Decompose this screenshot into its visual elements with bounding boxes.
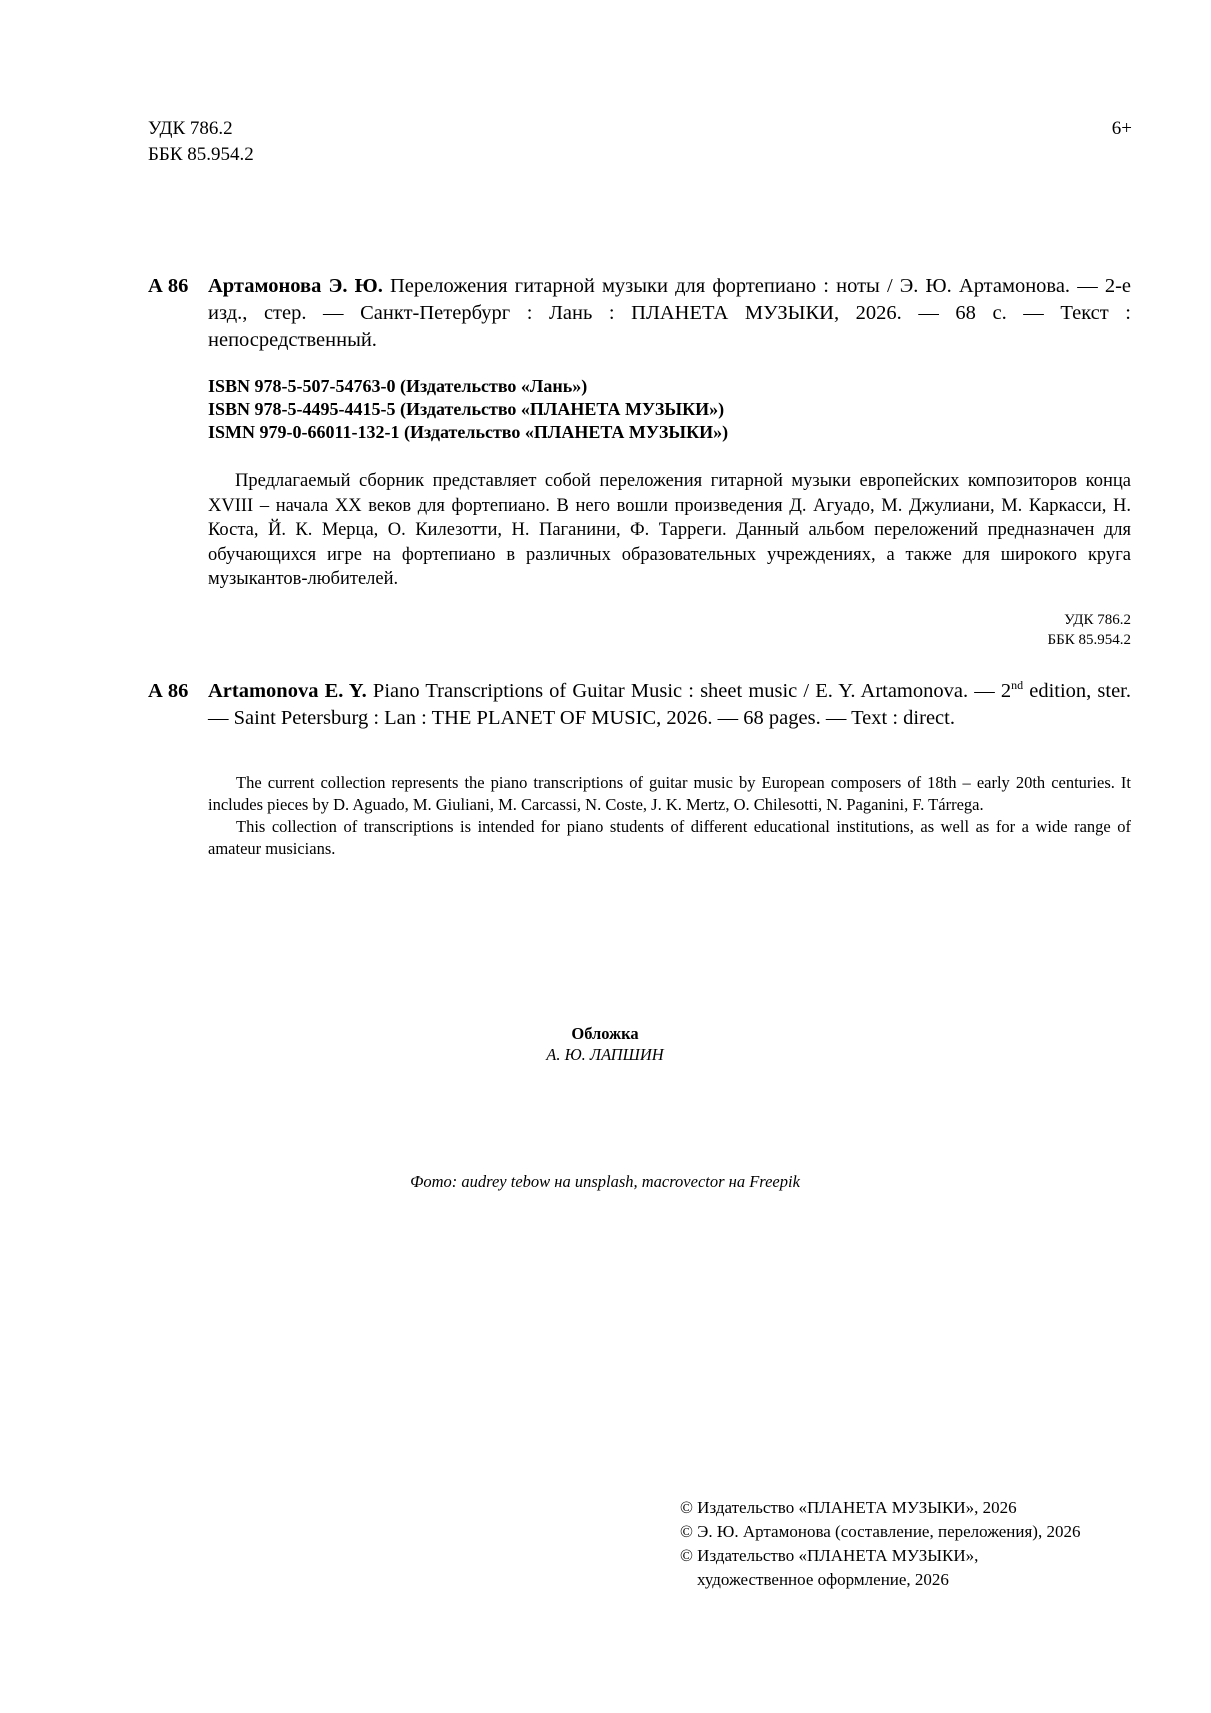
entry-code: А 86 [148, 275, 189, 297]
ismn-line: ISMN 979-0-66011-132-1 (Издательство «ПЛАНЕТА МУЗЫКИ») [208, 422, 729, 442]
cover-credit [405, 1023, 805, 1065]
isbn-block [208, 375, 728, 444]
photo-credit: Фото: audrey tebow на unsplash, macrovector на Freepik [410, 1172, 800, 1191]
cover-label: Обложка [571, 1024, 639, 1043]
copyright-line: © Э. Ю. Артамонова (составление, переложения), 2026 [680, 1522, 1081, 1541]
copyright-line: © Издательство «ПЛАНЕТА МУЗЫКИ», 2026 [680, 1498, 1017, 1517]
bibliographic-entry-ru [148, 273, 1131, 354]
entry-author: Артамонова Э. Ю. [208, 275, 383, 297]
bbk-code: ББК 85.954.2 [1047, 632, 1131, 648]
age-rating: 6+ [1111, 118, 1132, 139]
classification-right [980, 610, 1131, 650]
udk-code: УДК 786.2 [148, 118, 233, 139]
annotation-paragraph: The current collection represents the piano transcriptions of guitar music by European composers of 18th – early 20th centuries. It includes pieces by D. Aguado, M. Giuliani, M. Carcassi, N. Coste, J. K. Mertz, O. Chilesotti, N. Paganini, F. Tárrega. [208, 773, 1131, 814]
isbn-line: ISBN 978-5-507-54763-0 (Издательство «Лань») [208, 376, 588, 396]
entry-text-continued: edition, ster. — Saint Petersburg : Lan : THE PLANET OF MUSIC, 2026. — 68 pages. — Text : direct. [208, 680, 1132, 729]
udk-code: УДК 786.2 [1064, 612, 1131, 628]
isbn-line: ISBN 978-5-4495-4415-5 (Издательство «ПЛАНЕТА МУЗЫКИ») [208, 399, 725, 419]
entry-text: Переложения гитарной музыки для фортепиано : ноты / Э. Ю. Артамонова. — 2-е изд., стер. — Санкт-Петербург : Лань : ПЛАНЕТА МУЗЫКИ, 2026. — 68 с. — Текст : непосредственный. [208, 275, 1131, 351]
annotation-ru: Предлагаемый сборник представляет собой переложения гитарной музыки европейских композиторов конца XVIII – начала XX веков для фортепиано. В него вошли произведения Д. Агуадо, М. Джулиани, М. Каркасси, Н. Коста, Й. К. Мерца, О. Килезотти, Н. Паганини, Ф. Тарреги. Данный альбом переложений предназначен для обучающихся игре на фортепиано в различных образовательных учреждениях, а также для широкого круга музыкантов-любителей. [208, 471, 1131, 589]
annotation-paragraph: This collection of transcriptions is intended for piano students of different educational institutions, as well as for a wide range of amateur musicians. [208, 817, 1131, 858]
annotation-en [208, 772, 1131, 860]
classification-block [148, 116, 254, 168]
entry-body [208, 678, 1131, 732]
cover-designer: А. Ю. ЛАПШИН [546, 1045, 664, 1064]
entry-body [208, 273, 1131, 354]
bbk-code: ББК 85.954.2 [148, 144, 254, 165]
ordinal-suffix: nd [1011, 678, 1024, 693]
entry-code: А 86 [148, 680, 189, 702]
copyright-line-continued: художественное оформление, 2026 [697, 1570, 949, 1589]
copyright-line: © Издательство «ПЛАНЕТА МУЗЫКИ», [680, 1546, 979, 1565]
bibliographic-entry-en [148, 678, 1131, 732]
entry-author: Artamonova E. Y. [208, 680, 367, 702]
entry-text: Piano Transcriptions of Guitar Music : sheet music / E. Y. Artamonova. — 2 [372, 680, 1012, 702]
copyright-block [680, 1496, 1080, 1592]
